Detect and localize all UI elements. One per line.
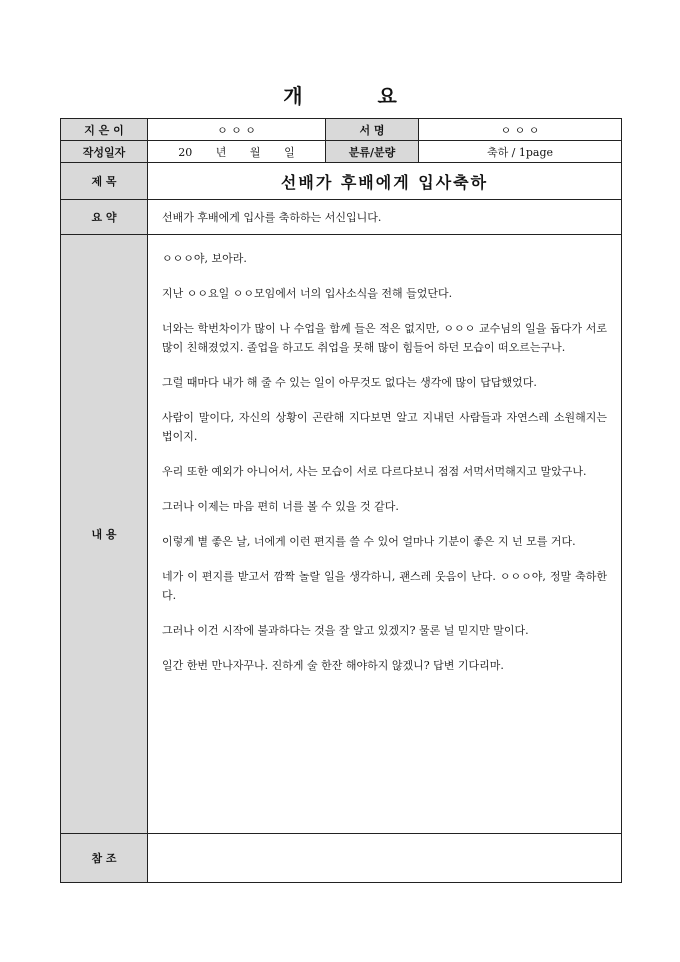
reference-label: 참 조: [61, 834, 148, 883]
reference-row: [61, 834, 622, 883]
signature-value: ㅇ ㅇ ㅇ: [419, 119, 622, 141]
summary-label: 요 약: [61, 200, 148, 235]
content-paragraph: 네가 이 편지를 받고서 깜짝 놀랄 일을 생각하니, 괜스레 웃음이 난다. ㅇㅇㅇ야, 정말 축하한다.: [162, 570, 607, 602]
author-label: 지 은 이: [61, 119, 148, 141]
date-year-unit: 년: [215, 145, 227, 159]
content-paragraph: 지난 ㅇㅇ요일 ㅇㅇ모임에서 너의 입사소식을 전해 들었단다.: [162, 287, 453, 300]
date-value: [148, 141, 326, 163]
content-paragraph: 사람이 말이다, 자신의 상황이 곤란해 지다보면 알고 지내던 사람들과 자연스레 소원해지는 법이지.: [162, 411, 607, 443]
content-paragraph: 너와는 학번차이가 많이 나 수업을 함께 들은 적은 없지만, ㅇㅇㅇ 교수님의 일을 돕다가 서로 많이 친해졌었지. 졸업을 하고도 취업을 못해 많이 힘들어 하던 모습이 떠오르는구나.: [162, 322, 607, 354]
signature-label: 서 명: [326, 119, 419, 141]
page-title: 개 요: [283, 84, 431, 108]
reference-value: [148, 834, 622, 883]
author-row: [61, 119, 622, 141]
date-row: [61, 141, 622, 163]
summary-row: [61, 200, 622, 235]
date-month-unit: 월: [249, 145, 261, 159]
content-paragraph: 그러나 이제는 마음 편히 너를 볼 수 있을 것 같다.: [162, 500, 399, 513]
content-body: [148, 235, 622, 834]
content-paragraph: ㅇㅇㅇ야, 보아라.: [162, 252, 247, 265]
content-label: 내 용: [61, 235, 148, 834]
subject-row: [61, 163, 622, 200]
date-day-unit: 일: [284, 145, 295, 159]
content-paragraph: 이렇게 볕 좋은 날, 너에게 이런 편지를 쓸 수 있어 얼마나 기분이 좋은 지 넌 모를 거다.: [162, 535, 576, 548]
subject-label: 제 목: [61, 163, 148, 200]
content-paragraph: 일간 한번 만나자꾸나. 진하게 술 한잔 해야하지 않겠니? 답변 기다리마.: [162, 659, 504, 672]
subject-value: 선배가 후배에게 입사축하: [148, 163, 622, 200]
content-paragraph: 그러나 이건 시작에 불과하다는 것을 잘 알고 있겠지? 물론 널 믿지만 말이다.: [162, 624, 529, 637]
author-value: ㅇ ㅇ ㅇ: [148, 119, 326, 141]
category-label: 분류/분량: [326, 141, 419, 163]
content-paragraph: 그럴 때마다 내가 해 줄 수 있는 일이 아무것도 없다는 생각에 많이 답답했었다.: [162, 376, 537, 389]
content-row: [61, 235, 622, 834]
date-label: 작성일자: [61, 141, 148, 163]
date-year: 20: [178, 145, 193, 159]
overview-table: [60, 118, 622, 883]
category-value: 축하 / 1page: [419, 141, 622, 163]
content-paragraph: 우리 또한 예외가 아니어서, 사는 모습이 서로 다르다보니 점점 서먹서먹해지고 말았구나.: [162, 465, 587, 478]
summary-value: 선배가 후배에게 입사를 축하하는 서신입니다.: [148, 200, 622, 235]
